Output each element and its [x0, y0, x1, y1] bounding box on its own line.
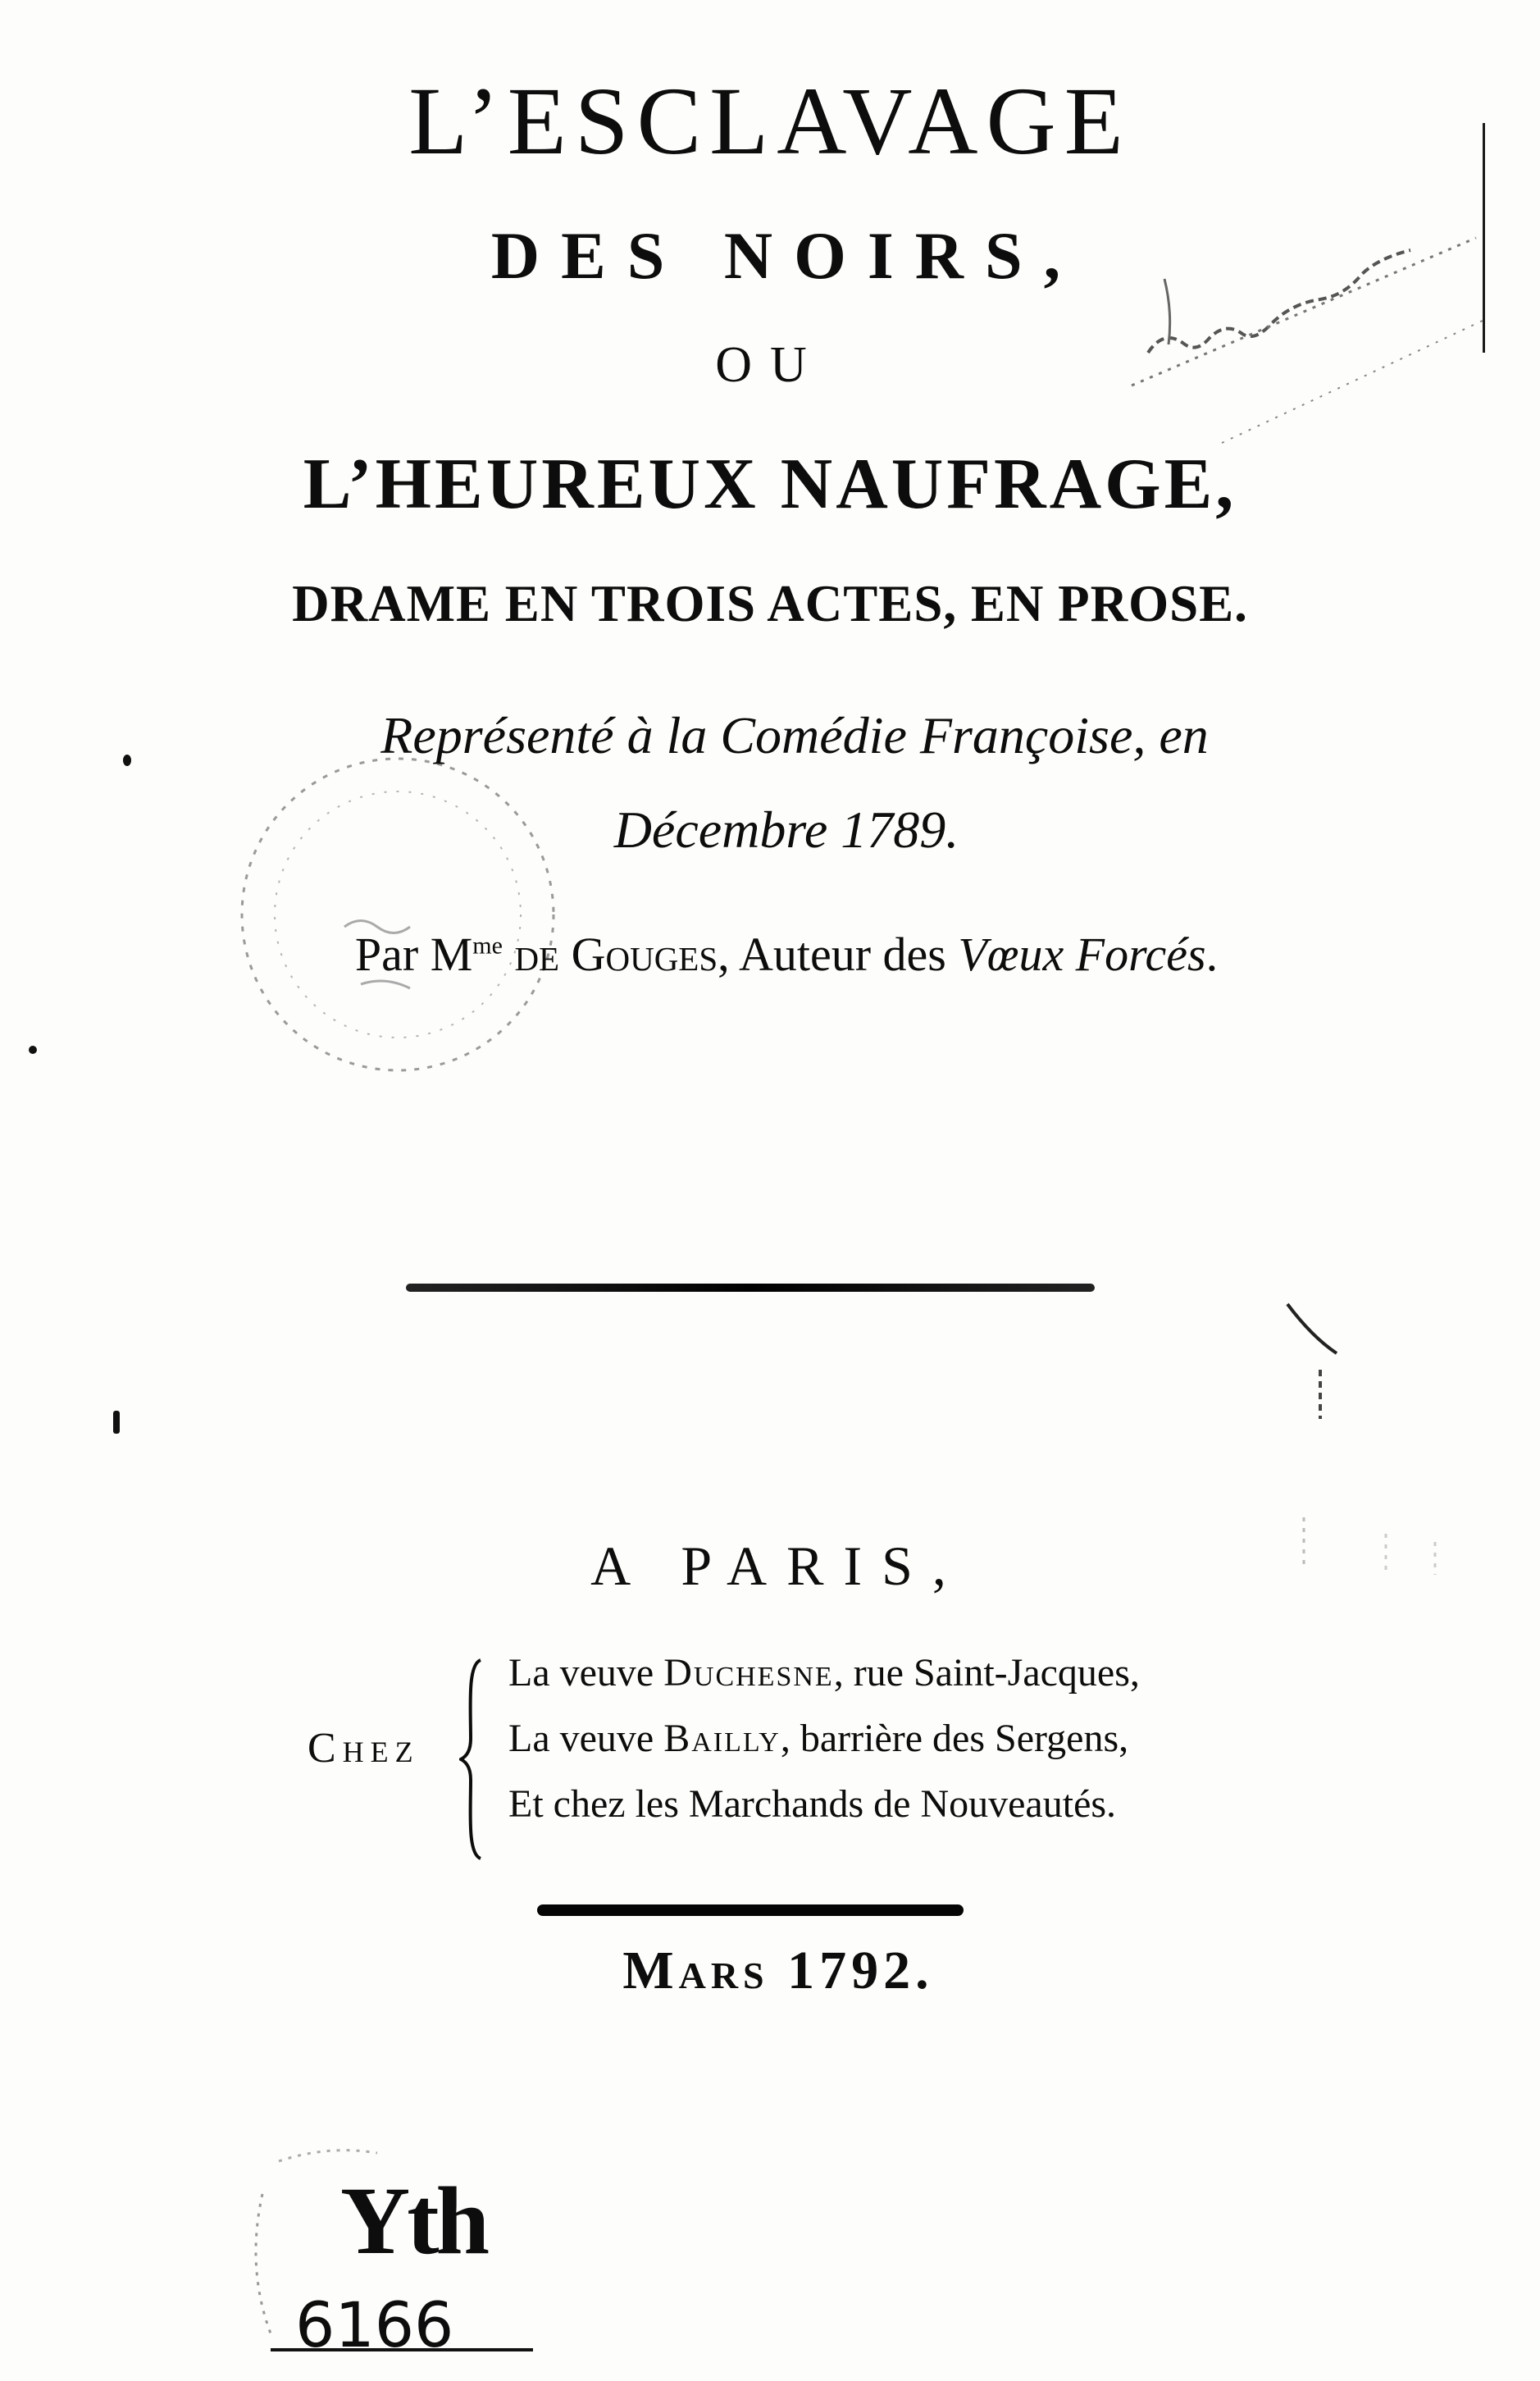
library-stamp-icon: [221, 738, 574, 1091]
address-1-post: , rue Saint-Jacques,: [833, 1651, 1140, 1695]
author-end: .: [1205, 928, 1219, 981]
author-middle: , Auteur des: [718, 928, 959, 981]
author-name: Gouges: [571, 928, 718, 981]
performance-line-2: Décembre 1789.: [613, 801, 959, 859]
imprint-city: A PARIS,: [590, 1535, 966, 1597]
address-2-pre: La veuve: [508, 1717, 664, 1760]
imprint-address-1: [508, 1650, 1140, 1695]
imprint-date: [8, 1940, 1540, 2002]
address-2-name: Bailly: [663, 1717, 781, 1760]
performance-line-1: Représenté à la Comédie Françoise, en: [380, 706, 1209, 764]
author-line: [16, 927, 1540, 982]
shelfmark-code: Yth: [340, 2167, 487, 2274]
ornamental-rule-top: [406, 1284, 1095, 1292]
address-3-pre: Et chez les Marchands de Nouveautés.: [508, 1782, 1117, 1826]
shelfmark-number: 6166: [295, 2288, 454, 2361]
date-month: Mars: [622, 1941, 769, 2000]
title-line-1: L’ESCLAVAGE: [408, 67, 1132, 175]
author-work: Vœux Forcés: [958, 928, 1206, 981]
ornamental-rule-bottom: [537, 1904, 964, 1916]
address-2-post: , barrière des Sergens,: [780, 1717, 1129, 1760]
address-1-name: Duchesne: [663, 1651, 834, 1695]
author-title-sup: me: [472, 932, 503, 960]
genre-line: DRAME EN TROIS ACTES, EN PROSE.: [292, 575, 1248, 632]
ink-speck: [29, 1046, 37, 1054]
address-1-pre: La veuve: [508, 1651, 664, 1695]
subtitle: L’HEUREUX NAUFRAGE,: [303, 445, 1237, 524]
ink-speck: [113, 1411, 120, 1434]
imprint-chez: Chez: [308, 1725, 420, 1772]
author-particle: de: [502, 928, 572, 981]
shelfmark-label: [254, 2145, 549, 2374]
curly-brace-icon: [459, 1657, 484, 1862]
imprint-address-3: [508, 1781, 1116, 1827]
author-prefix: Par M: [354, 928, 473, 981]
title-line-3: OU: [715, 337, 825, 393]
title-line-2: DES NOIRS,: [490, 218, 1082, 293]
date-year: 1792.: [768, 1941, 934, 2000]
imprint-address-2: [508, 1716, 1128, 1761]
